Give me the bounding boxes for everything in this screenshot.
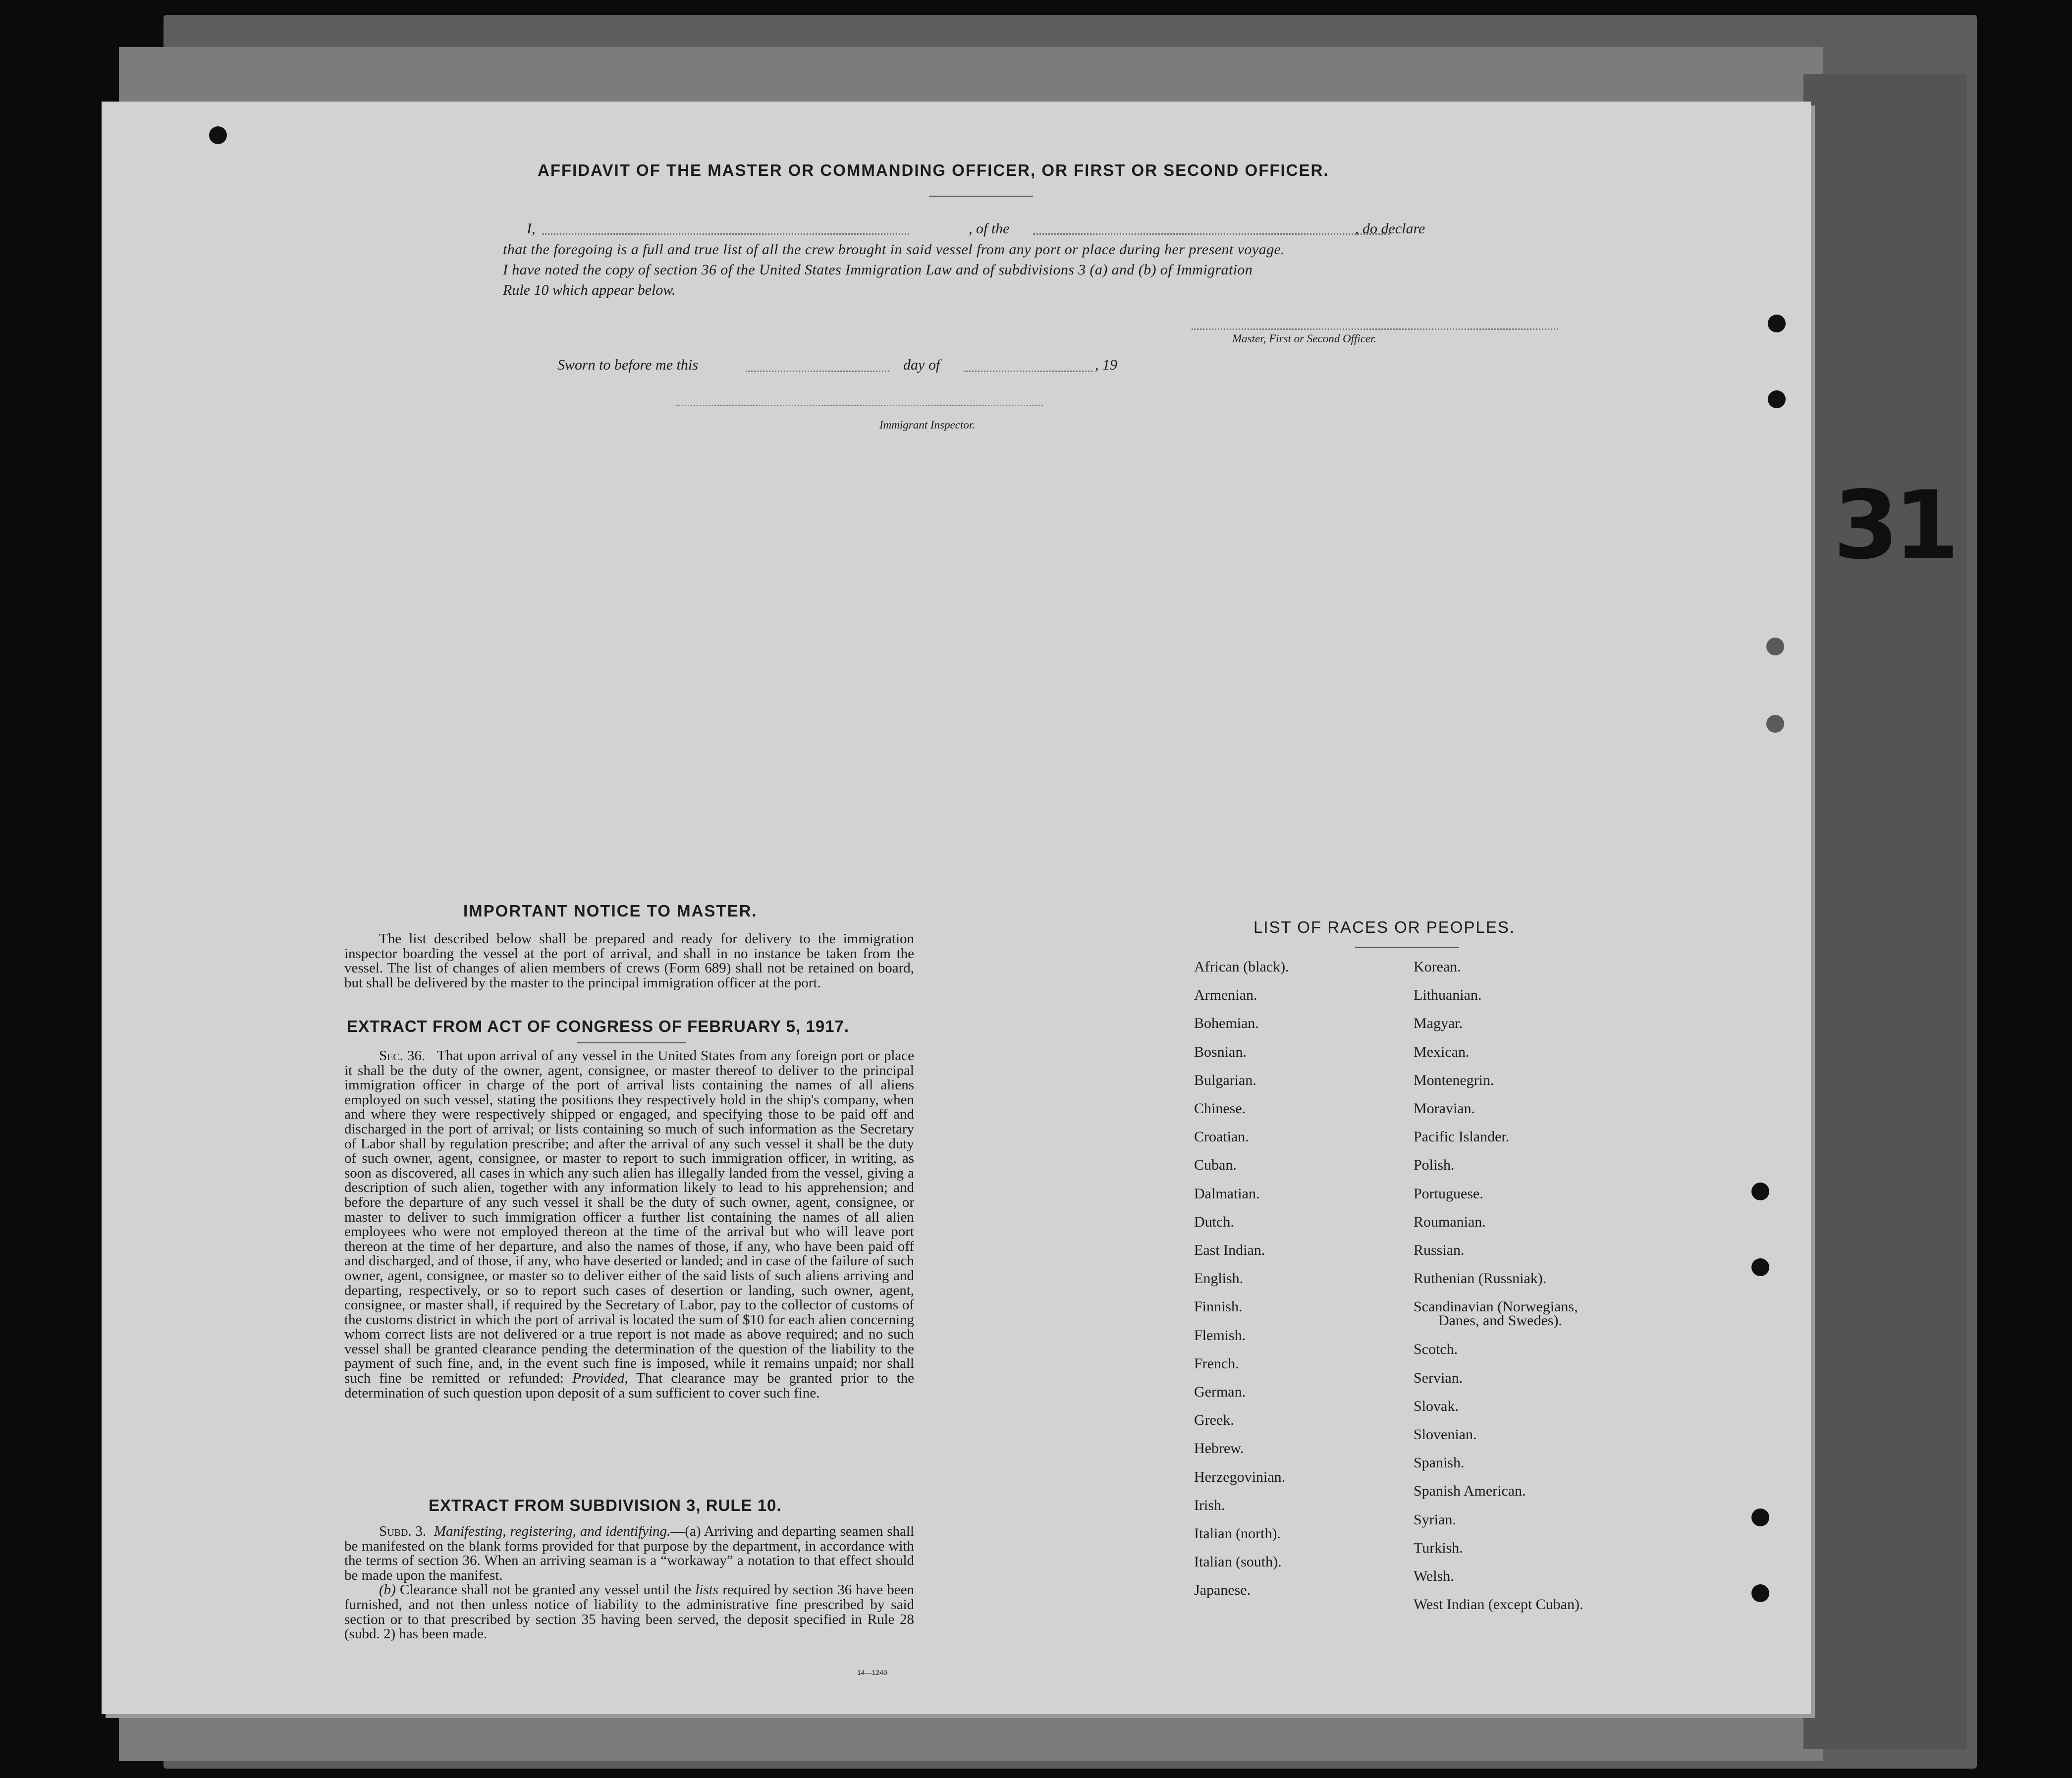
sworn-month-field[interactable] [964, 371, 1092, 372]
race-item: Slovenian. [1414, 1426, 1477, 1443]
inspector-signature-field[interactable] [676, 405, 1043, 406]
notice-title: IMPORTANT NOTICE TO MASTER. [463, 902, 758, 920]
do-declare-label: , do declare [1355, 220, 1425, 237]
day-of-label: day of [903, 357, 940, 373]
sworn-label: Sworn to before me this [557, 357, 698, 373]
race-item: Lithuanian. [1414, 987, 1482, 1004]
punch-hole [1751, 1509, 1769, 1526]
race-item: Bulgarian. [1194, 1072, 1256, 1088]
race-item: Magyar. [1414, 1015, 1463, 1032]
race-item: West Indian (except Cuban). [1414, 1596, 1583, 1613]
rule-subdivision-3 [344, 1524, 914, 1642]
race-item: Croatian. [1194, 1129, 1249, 1145]
race-item: Italian (north). [1194, 1525, 1281, 1542]
affidavit-line-1: that the foregoing is a full and true list of all the crew brought in said vessel from any port or place during her present voyage. [503, 241, 1285, 258]
provided-word: Provided, [572, 1370, 628, 1387]
race-item: Greek. [1194, 1412, 1234, 1429]
of-the-label: , of the [969, 220, 1010, 237]
sec-label: Sec. 36. [379, 1048, 426, 1064]
race-item: Scandinavian (Norwegians, [1414, 1298, 1578, 1315]
race-item: Chinese. [1194, 1100, 1246, 1117]
act-section-36 [344, 1049, 914, 1401]
punch-hole [1768, 315, 1786, 332]
race-item: Spanish. [1414, 1455, 1465, 1471]
race-item: Montenegrin. [1414, 1072, 1494, 1088]
race-item: Dalmatian. [1194, 1185, 1260, 1202]
race-item: Servian. [1414, 1369, 1463, 1386]
race-item: Bohemian. [1194, 1015, 1259, 1032]
signature-field[interactable] [1192, 328, 1558, 330]
sec-body-end: That clearance may be granted prior to the determination of such question upon deposit of a sum sufficient to cover such fine. [344, 1370, 914, 1401]
race-item: Turkish. [1414, 1539, 1463, 1556]
punch-hole [1751, 1183, 1769, 1200]
subd-heading: Manifesting, registering, and identifying. [434, 1523, 671, 1539]
affidavit-line-2: I have noted the copy of section 36 of the United States Immigration Law and of subdivisions 3 (a) and (b) of Immigration [503, 262, 1253, 278]
subd-a-label: —(a) [670, 1523, 701, 1539]
race-item: Portuguese. [1414, 1185, 1483, 1202]
sec-body: That upon arrival of any vessel in the United States from any foreign port or place it shall be the duty of the owner, agent, consignee, or master thereof to deliver to the principal immigration officer in charge of the port of arrival lists containing the names of all aliens employed on such vessel, stating the positions they respectively hold in the ship's company, when and where they were respectively shipped or engaged, and specifying those to be paid off and discharged in the port of arrival; or lists containing so much of such information as the Secretary of Labor shall by regulation prescribe; and after the arrival of any such vessel it shall be the duty of such owner, agent, consignee, or master to report to such immigration officer, in writing, as soon as discovered, all cases in which any such alien has illegally landed from the vessel, giving a description of such alien, together with any information likely to lead to his apprehension; and before the departure of any such vessel it shall be the duty of such owner, agent, consignee, or master to deliver to such immigration officer a further list containing the names of all alien employees who were not employed thereon at the time of the arrival but who will leave port thereon at the time of her departure, and also the names of those, if any, who have been paid off and discharged, and of those, if any, who have deserted or landed; and in case of the failure of such owner, agent, consignee, or master so to deliver either of the said lists of such aliens arriving and departing, respectively, or so to report such cases of desertion or landing, such owner, agent, consignee, or master shall, if required by the Secretary of Labor, pay to the collector of customs of the customs district in which the port of arrival is located the sum of $10 for each alien concerning whom correct lists are not delivered or a true report is not made as above required; and no such vessel shall be granted clearance pending the determination of the question of the liability to the payment of such fine, and, in the event such fine is imposed, while it remains unpaid; nor shall such fine be remitted or refunded: [344, 1048, 915, 1387]
race-item: Roumanian. [1414, 1213, 1486, 1230]
race-item: Armenian. [1194, 987, 1257, 1004]
race-item: Flemish. [1194, 1327, 1246, 1344]
race-item: East Indian. [1194, 1242, 1265, 1258]
act-title-rule [577, 1042, 686, 1043]
race-item: Korean. [1414, 959, 1461, 975]
subd-b-label: (b) [379, 1582, 396, 1598]
subd-b-body-2: required by section 36 have been furnished, and not then unless notice of liability to the administrative fine prescribed by said section or to that prescribed by section 35 having been served, the deposit specified in Rule 28 (subd. 2) has been made. [344, 1582, 914, 1642]
form-number: 14—1240 [857, 1669, 887, 1676]
race-item: Dutch. [1194, 1213, 1234, 1230]
race-item: Italian (south). [1194, 1554, 1282, 1570]
notice-body: The list described below shall be prepared and ready for delivery to the immigration inspector boarding the vessel at the port of arrival, and shall in no instance be taken from the vessel. The list of changes of alien members of crews (Form 689) shall not be retained on board, but shall be delivered by the master to the principal immigration officer at the port. [344, 931, 914, 991]
rule-title: EXTRACT FROM SUBDIVISION 3, RULE 10. [429, 1496, 782, 1514]
race-item: Japanese. [1194, 1582, 1251, 1599]
folder-edge [1803, 74, 1967, 1749]
punch-hole [209, 126, 227, 144]
punch-hole [1751, 1258, 1769, 1276]
race-item: Mexican. [1414, 1043, 1470, 1060]
affidavit-line-3: Rule 10 which appear below. [503, 282, 676, 298]
race-item: Slovak. [1414, 1398, 1459, 1414]
races-title-rule [1355, 947, 1459, 948]
race-item: Russian. [1414, 1242, 1465, 1258]
name-field[interactable] [543, 233, 909, 235]
race-item: Moravian. [1414, 1100, 1475, 1117]
race-item: Irish. [1194, 1497, 1225, 1513]
race-item: Bosnian. [1194, 1043, 1247, 1060]
race-item: Ruthenian (Russniak). [1414, 1270, 1547, 1287]
handwritten-number: 31 [1833, 471, 1955, 580]
race-item: Finnish. [1194, 1298, 1243, 1315]
punch-hole [1768, 390, 1786, 408]
race-item: Pacific Islander. [1414, 1129, 1510, 1145]
sworn-day-field[interactable] [746, 371, 889, 372]
race-item: Syrian. [1414, 1511, 1456, 1528]
race-item: German. [1194, 1384, 1246, 1400]
punch-hole [1751, 1584, 1769, 1602]
race-item: Spanish American. [1414, 1483, 1526, 1500]
race-item: French. [1194, 1355, 1239, 1372]
race-item: English. [1194, 1270, 1244, 1287]
race-item: Welsh. [1414, 1568, 1454, 1584]
signature-caption: Master, First or Second Officer. [1232, 332, 1377, 345]
form-page [102, 102, 1811, 1714]
i-label: I, [527, 220, 536, 237]
act-title: EXTRACT FROM ACT OF CONGRESS OF FEBRUARY 5, 1917. [347, 1017, 850, 1035]
vessel-field[interactable] [1033, 233, 1390, 235]
punch-hole [1766, 715, 1784, 733]
subd-b-body-1: Clearance shall not be granted any vessel until the [399, 1582, 692, 1598]
race-item: Polish. [1414, 1157, 1455, 1174]
subd-b-lists: lists [695, 1582, 719, 1598]
race-item: Scotch. [1414, 1341, 1458, 1358]
affidavit-title: AFFIDAVIT OF THE MASTER OR COMMANDING OFFICER, OR FIRST OR SECOND OFFICER. [538, 161, 1329, 179]
subd-a-body: Arriving and departing seamen shall be manifested on the blank forms provided for that purpose by the department, in accordance with the terms of section 36. When an arriving seaman is a “workaway” a notation to that effect should be made upon the manifest. [344, 1523, 914, 1583]
punch-hole [1766, 638, 1784, 655]
race-item: Hebrew. [1194, 1440, 1244, 1457]
race-item: Herzegovinian. [1194, 1468, 1286, 1485]
subd-label: Subd. 3. [379, 1523, 427, 1539]
race-item: Cuban. [1194, 1157, 1237, 1174]
title-rule [929, 196, 1033, 197]
year-label: , 19 [1095, 357, 1117, 373]
race-item: Danes, and Swedes). [1438, 1312, 1562, 1329]
races-title: LIST OF RACES OR PEOPLES. [1254, 918, 1516, 936]
race-item: African (black). [1194, 959, 1289, 975]
inspector-caption: Immigrant Inspector. [879, 419, 975, 431]
